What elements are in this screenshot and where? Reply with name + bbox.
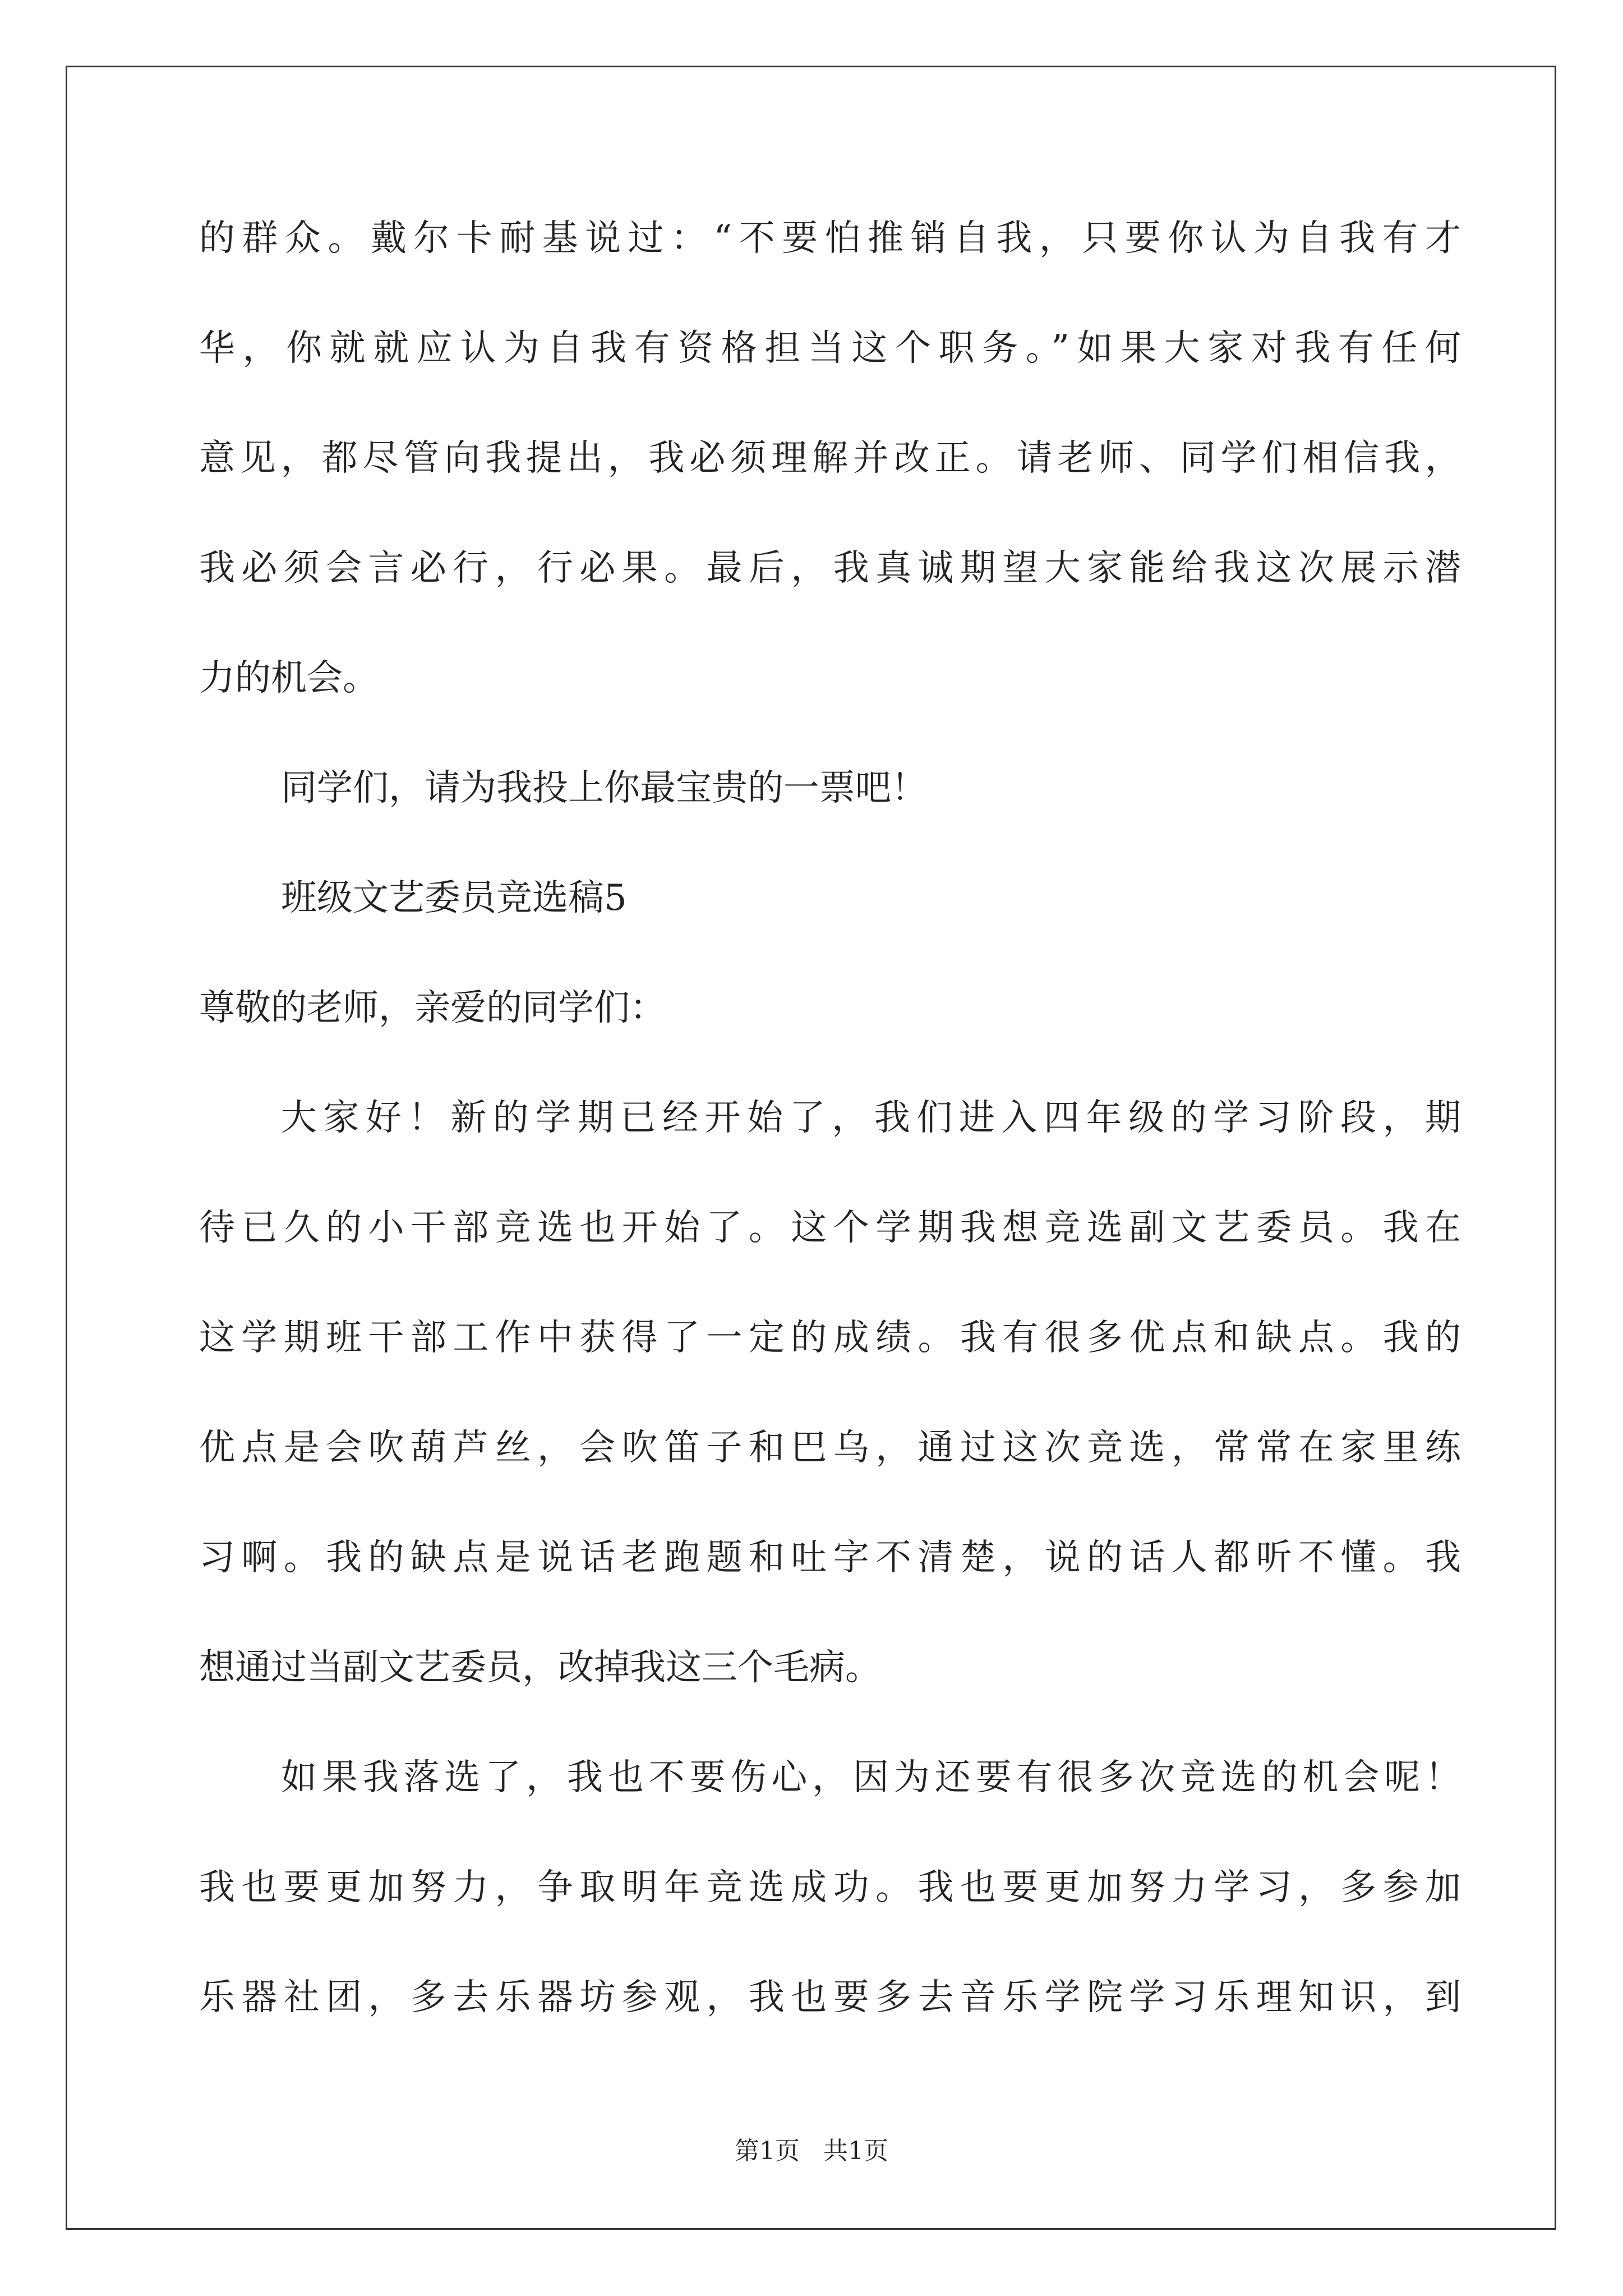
- text-line: 如果我落选了，我也不要伤心，因为还要有很多次竞选的机会呢！: [281, 1757, 1461, 1798]
- salutation: 尊敬的老师，亲爱的同学们：: [199, 987, 666, 1029]
- text-line: 意见，都尽管向我提出，我必须理解并改正。请老师、同学们相信我，: [199, 438, 1461, 479]
- text-line: 的群众。戴尔卡耐基说过：“不要怕推销自我，只要你认为自我有才: [199, 218, 1461, 259]
- text-line: 待已久的小干部竞选也开始了。这个学期我想竞选副文艺委员。我在: [199, 1207, 1461, 1249]
- text-line: 优点是会吹葫芦丝，会吹笛子和巴乌，通过这次竞选，常常在家里练: [199, 1427, 1461, 1469]
- text-line: 华，你就就应认为自我有资格担当这个职务。”如果大家对我有任何: [199, 328, 1461, 369]
- text-line: 我必须会言必行，行必果。最后，我真诚期望大家能给我这次展示潜: [199, 547, 1461, 589]
- text-line: 这学期班干部工作中获得了一定的成绩。我有很多优点和缺点。我的: [199, 1317, 1461, 1359]
- text-line: 习啊。我的缺点是说话老跑题和吐字不清楚，说的话人都听不懂。我: [199, 1537, 1461, 1579]
- document-body: [199, 219, 1461, 2088]
- page-footer: 第1页 共1页: [735, 2137, 888, 2165]
- text-line: 同学们，请为我投上你最宝贵的一票吧！: [281, 767, 927, 809]
- text-line: 我也要更加努力，争取明年竞选成功。我也要更加努力学习，多参加: [199, 1867, 1461, 1908]
- text-line: 想通过当副文艺委员，改掉我这三个毛病。: [199, 1647, 881, 1688]
- text-line: 大家好！新的学期已经开始了，我们进入四年级的学习阶段，期: [281, 1097, 1461, 1139]
- section-heading: 班级文艺委员竞选稿5: [281, 877, 627, 919]
- text-line: 乐器社团，多去乐器坊参观，我也要多去音乐学院学习乐理知识，到: [199, 1977, 1461, 2018]
- text-line: 力的机会。: [199, 657, 379, 699]
